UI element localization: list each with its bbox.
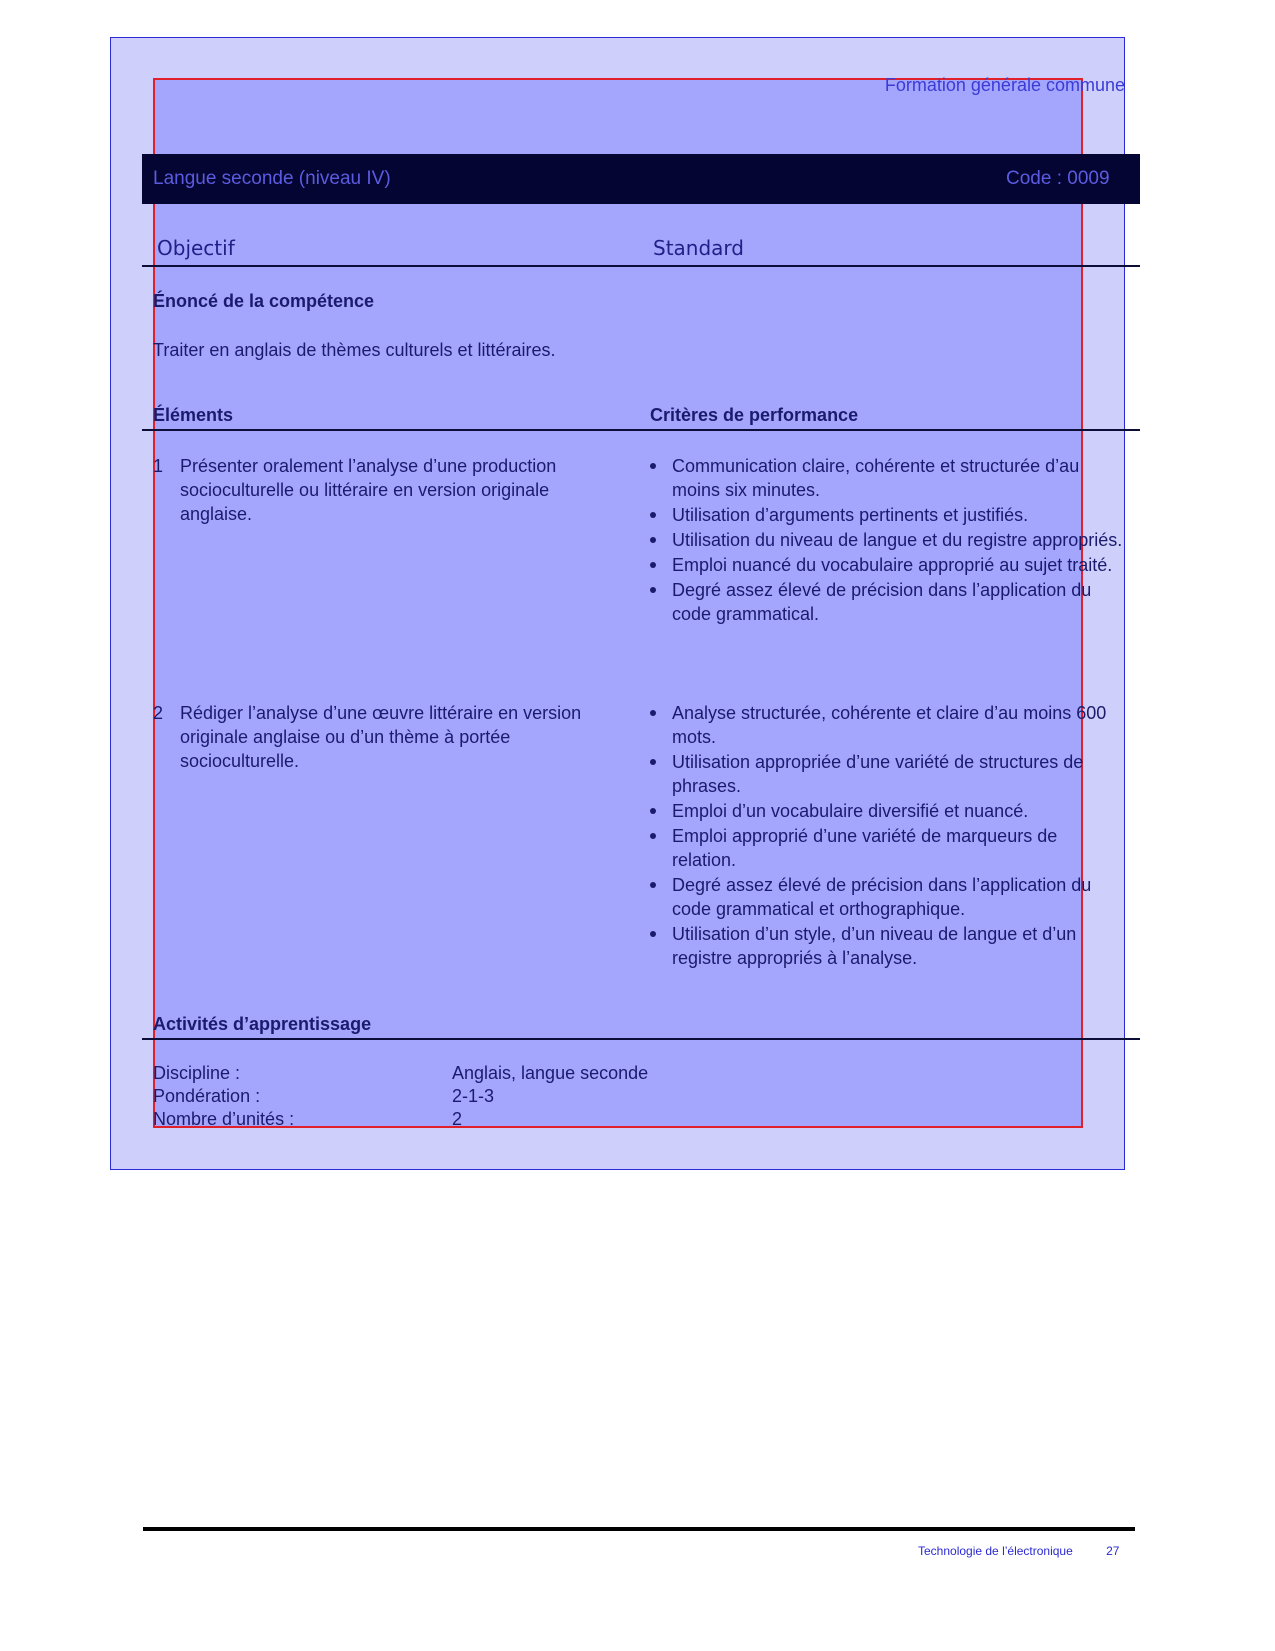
criterion-item: Utilisation d’un style, d’un niveau de langue et d’un registre appropriés à l’analyse. [650, 922, 1125, 970]
ponderation-label: Pondération : [153, 1086, 261, 1106]
element-number: 1 [153, 456, 164, 476]
criteria-list [650, 701, 1125, 971]
criterion-item: Analyse structurée, cohérente et claire d’au moins 600 mots. [650, 701, 1125, 749]
criteres-heading: Critères de performance [650, 405, 859, 425]
rule-3 [142, 1038, 1140, 1040]
criterion-item: Communication claire, cohérente et structurée d’au moins six minutes. [650, 454, 1125, 502]
element-text: Rédiger l’analyse d’une œuvre littéraire en version originale anglaise ou d’un thème à portée socioculturelle. [180, 703, 582, 771]
standard-heading: Standard [653, 236, 744, 260]
footer [918, 1544, 1119, 1558]
criterion-item: Utilisation d’arguments pertinents et justifiés. [650, 503, 1125, 527]
element-item [153, 454, 623, 526]
criterion-item: Utilisation du niveau de langue et du registre appropriés. [650, 528, 1125, 552]
competence-text: Traiter en anglais de thèmes culturels et littéraires. [153, 340, 556, 360]
criterion-item: Emploi nuancé du vocabulaire approprié au sujet traité. [650, 553, 1125, 577]
page-number: 27 [1106, 1544, 1120, 1558]
competence-heading: Énoncé de la compétence [153, 291, 375, 311]
element-text: Présenter oralement l’analyse d’une production socioculturelle ou littéraire en version originale anglaise. [180, 456, 557, 524]
element-number: 2 [153, 703, 164, 723]
discipline-value: Anglais, langue seconde [452, 1063, 649, 1083]
discipline-label: Discipline : [153, 1063, 241, 1083]
unites-value: 2 [452, 1109, 463, 1129]
course-code: Code : 0009 [1006, 168, 1110, 189]
unites-label: Nombre d’unités : [153, 1109, 295, 1129]
footer-text: Technologie de l’électronique [918, 1544, 1073, 1558]
criterion-item: Degré assez élevé de précision dans l’application du code grammatical et orthographique. [650, 873, 1125, 921]
criterion-item: Emploi d’un vocabulaire diversifié et nuancé. [650, 799, 1125, 823]
footer-rule [143, 1527, 1135, 1531]
running-header: Formation générale commune [884, 75, 1125, 95]
elements-heading: Éléments [153, 405, 234, 425]
ponderation-value: 2-1-3 [452, 1086, 495, 1106]
criteria-list [650, 454, 1125, 627]
activites-heading: Activités d’apprentissage [153, 1014, 372, 1034]
criterion-item: Emploi approprié d’une variété de marqueurs de relation. [650, 824, 1125, 872]
rule-2 [142, 429, 1140, 431]
criterion-item: Utilisation appropriée d’une variété de structures de phrases. [650, 750, 1125, 798]
criterion-item: Degré assez élevé de précision dans l’application du code grammatical. [650, 578, 1125, 626]
element-item [153, 701, 623, 773]
objectif-heading: Objectif [157, 236, 235, 260]
course-title: Langue seconde (niveau IV) [153, 168, 391, 189]
rule-1 [142, 265, 1140, 267]
